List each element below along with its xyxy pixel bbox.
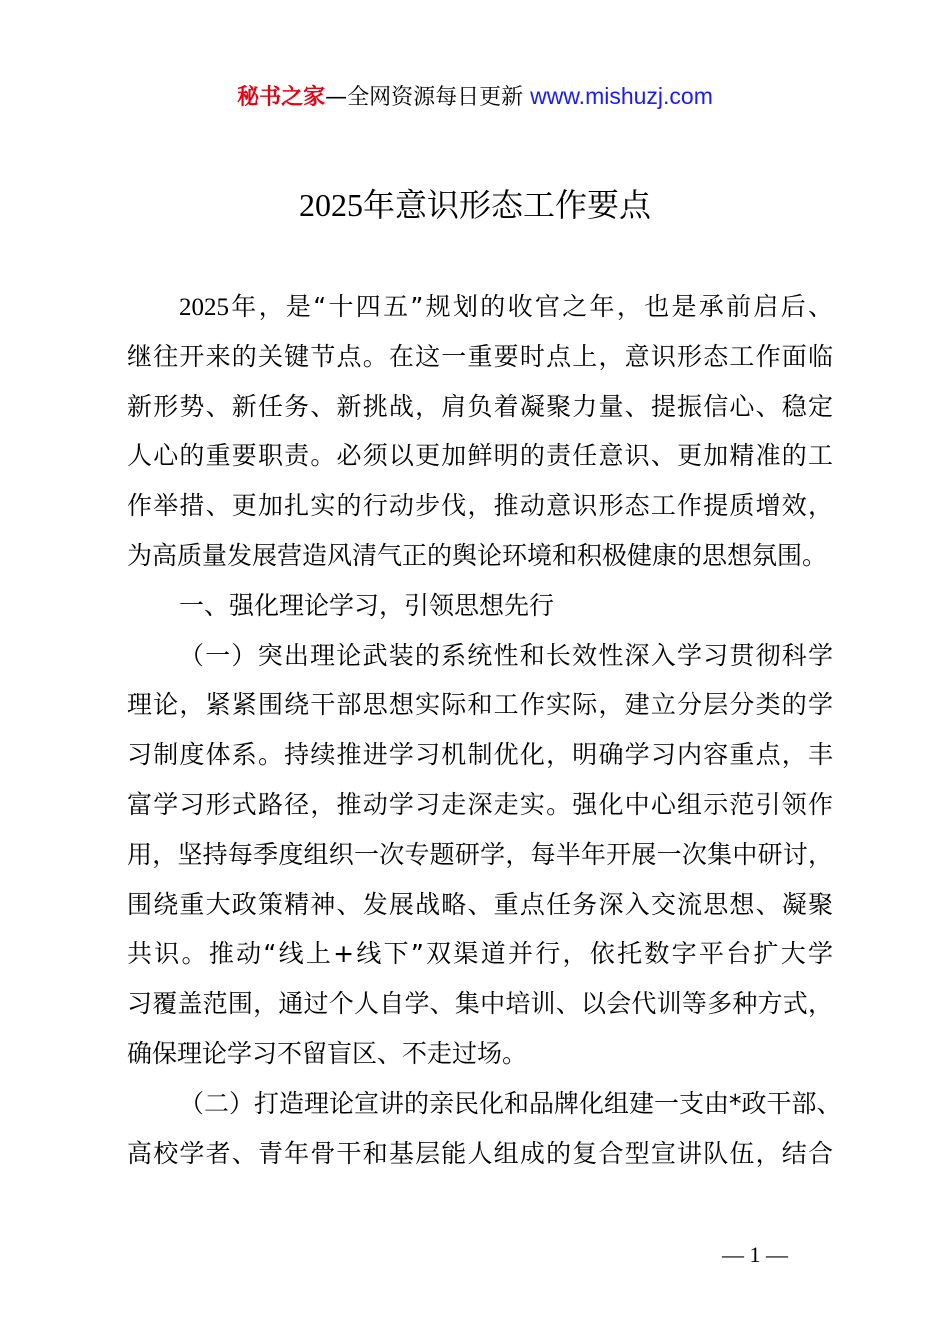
paragraph-line xyxy=(127,282,833,332)
paragraph-line: 富学习形式路径，推动学习走深走实。强化中心组示范引领作 xyxy=(127,789,833,819)
site-slogan: —全网资源每日更新 xyxy=(325,85,531,110)
paragraph-line: 确保理论学习不留盲区、不走过场。 xyxy=(127,1038,528,1068)
paragraph-line: 作举措、更加扎实的行动步伐，推动意识形态工作提质增效， xyxy=(127,491,833,521)
document-title-year: 2025 xyxy=(298,187,363,223)
paragraph-line: 习覆盖范围，通过个人自学、集中培训、以会代训等多种方式， xyxy=(127,989,833,1019)
paragraph-line: （二）打造理论宣讲的亲民化和品牌化组建一支由*政干部、 xyxy=(179,1088,842,1118)
paragraph-line: 用，坚持每季度组织一次专题研学，每半年开展一次集中研讨， xyxy=(127,839,833,869)
paragraph-line: 新形势、新任务、新挑战，肩负着凝聚力量、提振信心、稳定 xyxy=(127,391,833,421)
paragraph-line: 为高质量发展营造风清气正的舆论环境和积极健康的思想氛围。 xyxy=(127,540,828,570)
paragraph-text: 年，是“十四五”规划的收官之年，也是承前启后、 xyxy=(229,292,833,321)
paragraph-line: 人心的重要职责。必须以更加鲜明的责任意识、更加精准的工 xyxy=(127,441,833,471)
paragraph-line: （一）突出理论武装的系统性和长效性深入学习贯彻科学 xyxy=(179,640,833,670)
paragraph-line: 继往开来的关键节点。在这一重要时点上，意识形态工作面临 xyxy=(127,341,833,371)
document-title-text: 年意识形态工作要点 xyxy=(362,186,651,224)
paragraph-line: 围绕重大政策精神、发展战略、重点任务深入交流思想、凝聚 xyxy=(127,889,833,919)
site-header xyxy=(0,80,950,114)
intro-year: 2025 xyxy=(179,294,229,321)
document-title xyxy=(0,183,950,227)
section-heading: 一、强化理论学习，引领思想先行 xyxy=(179,590,555,620)
paragraph-line: 共识。推动“线上+线下”双渠道并行，依托数字平台扩大学 xyxy=(127,939,833,969)
document-body xyxy=(127,282,842,1178)
paragraph-line: 理论，紧紧围绕干部思想实际和工作实际，建立分层分类的学 xyxy=(127,690,833,720)
paragraph-line: 高校学者、青年骨干和基层能人组成的复合型宣讲队伍，结合 xyxy=(127,1138,833,1168)
page-number: — 1 — xyxy=(722,1242,788,1267)
paragraph-line: 习制度体系。持续推进学习机制优化，明确学习内容重点，丰 xyxy=(127,740,833,770)
site-brand: 秘书之家 xyxy=(237,85,326,110)
site-url-link[interactable]: www.mishuzj.com xyxy=(530,83,713,109)
